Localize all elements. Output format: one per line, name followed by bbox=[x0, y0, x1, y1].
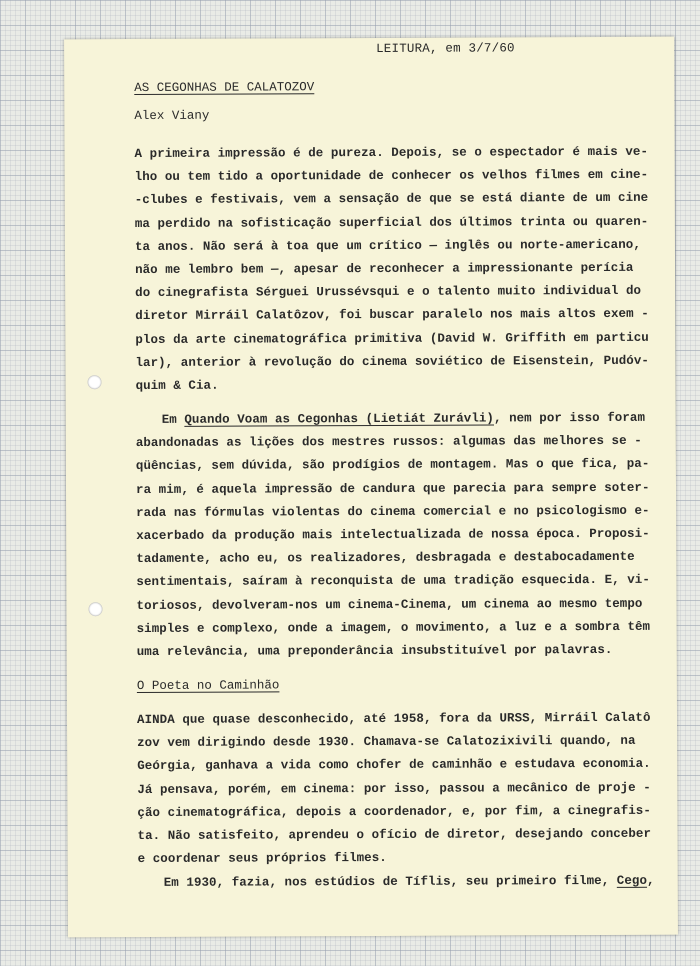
text-line: simples e complexo, onde a imagem, o movimento, a luz e a sombra têm bbox=[136, 619, 651, 636]
text-fragment: Em bbox=[161, 412, 185, 427]
text-line: uma relevância, uma preponderância insubstituível por palavras. bbox=[136, 642, 613, 659]
text-line: ta. Não satisfeito, aprendeu o ofício de diretor, desejando conceber bbox=[137, 826, 652, 843]
typed-page bbox=[64, 37, 678, 938]
paragraph-3 bbox=[137, 707, 658, 872]
text-line: Já pensava, porém, em cinema: por isso, passou a mecânico de proje - bbox=[137, 780, 651, 797]
film-title: Cego bbox=[616, 873, 648, 888]
text-line bbox=[136, 407, 656, 432]
text-line: toriosos, devolveram-nos um cinema-Cinema, um cinema ao mesmo tempo bbox=[136, 596, 643, 613]
text-line: rada nas fórmulas violentas do cinema comercial e no psicologismo e- bbox=[136, 503, 650, 520]
punch-hole bbox=[88, 375, 102, 389]
text-line: não me lembro bem —, apesar de reconhecer a impressionante perícia bbox=[135, 260, 634, 277]
text-fragment: , bbox=[646, 873, 655, 888]
text-line: AINDA que quase desconhecido, até 1958, fora da URSS, Mirráil Calatô bbox=[136, 710, 651, 728]
section-heading: O Poeta no Caminhão bbox=[136, 678, 280, 694]
text-line: lar), anterior à revolução do cinema soviético de Eisenstein, Pudóv- bbox=[135, 353, 649, 370]
article-author: Alex Viany bbox=[134, 108, 210, 124]
text-line: ta anos. Não será à toa que um crítico — inglês ou norte-americano, bbox=[134, 237, 641, 254]
text-line: ma perdido na sofisticação superficial dos últimos trinta ou quaren- bbox=[134, 214, 649, 231]
punch-hole bbox=[89, 602, 103, 616]
text-fragment: , nem por isso foram bbox=[493, 410, 646, 426]
text-line: plos da arte cinematográfica primitiva (David W. Griffith em particu bbox=[135, 330, 649, 347]
text-line: tadamente, acho eu, os realizadores, desbragada e destabocadamente bbox=[136, 549, 635, 567]
article-title: AS CEGONHAS DE CALATOZOV bbox=[134, 80, 315, 96]
text-line: abandonadas as lições dos mestres russos: algumas das melhores se - bbox=[135, 434, 642, 451]
text-line: zov vem dirigindo desde 1930. Chamava-se Calatozixivili quando, na bbox=[137, 734, 636, 751]
film-title: Quando Voam as Cegonhas (Lietiát Zurávli) bbox=[184, 411, 494, 427]
text-line: quim & Cia. bbox=[135, 378, 219, 393]
text-fragment: Em 1930, fazia, nos estúdios de Tíflis, seu primeiro filme, bbox=[163, 873, 617, 890]
text-line: ra mim, é aquela impressão de candura que parecia para sempre soter- bbox=[135, 480, 650, 497]
paragraph-2 bbox=[136, 407, 657, 664]
text-line: Geórgia, ganhava a vida como chofer de caminhão e estudava economia. bbox=[137, 757, 651, 774]
text-line: ção cinematográfica, depois a coordenador, e, por fim, a cinegrafis- bbox=[137, 803, 651, 820]
text-line: A primeira impressão é de pureza. Depois, se o espectador é mais ve- bbox=[134, 144, 649, 162]
paragraph-1 bbox=[134, 141, 655, 398]
text-line: qüências, sem dúvida, são prodígios de montagem. Mas o que fica, pa- bbox=[135, 457, 650, 474]
text-line: xacerbado da produção mais intelectualizada de nossa época. Proposi- bbox=[136, 526, 650, 543]
text-line: do cinegrafista Sérguei Urussévsqui e o talento muito individual do bbox=[135, 283, 642, 301]
text-line: lho ou tem tido a oportunidade de conhecer os velhos filmes em cine- bbox=[134, 167, 649, 185]
text-line: sentimentais, saíram à reconquista de uma tradição esquecida. E, vi- bbox=[136, 573, 650, 590]
paragraph-4 bbox=[138, 870, 658, 895]
text-line: e coordenar seus próprios filmes. bbox=[137, 851, 387, 867]
text-line bbox=[138, 870, 658, 895]
text-line: diretor Mirráil Calatôzov, foi buscar paralelo nos mais altos exem - bbox=[135, 307, 649, 324]
text-line: -clubes e festivais, vem a sensação de que se está diante de um cine bbox=[134, 191, 649, 208]
header-date-line: LEITURA, em 3/7/60 bbox=[376, 41, 515, 56]
